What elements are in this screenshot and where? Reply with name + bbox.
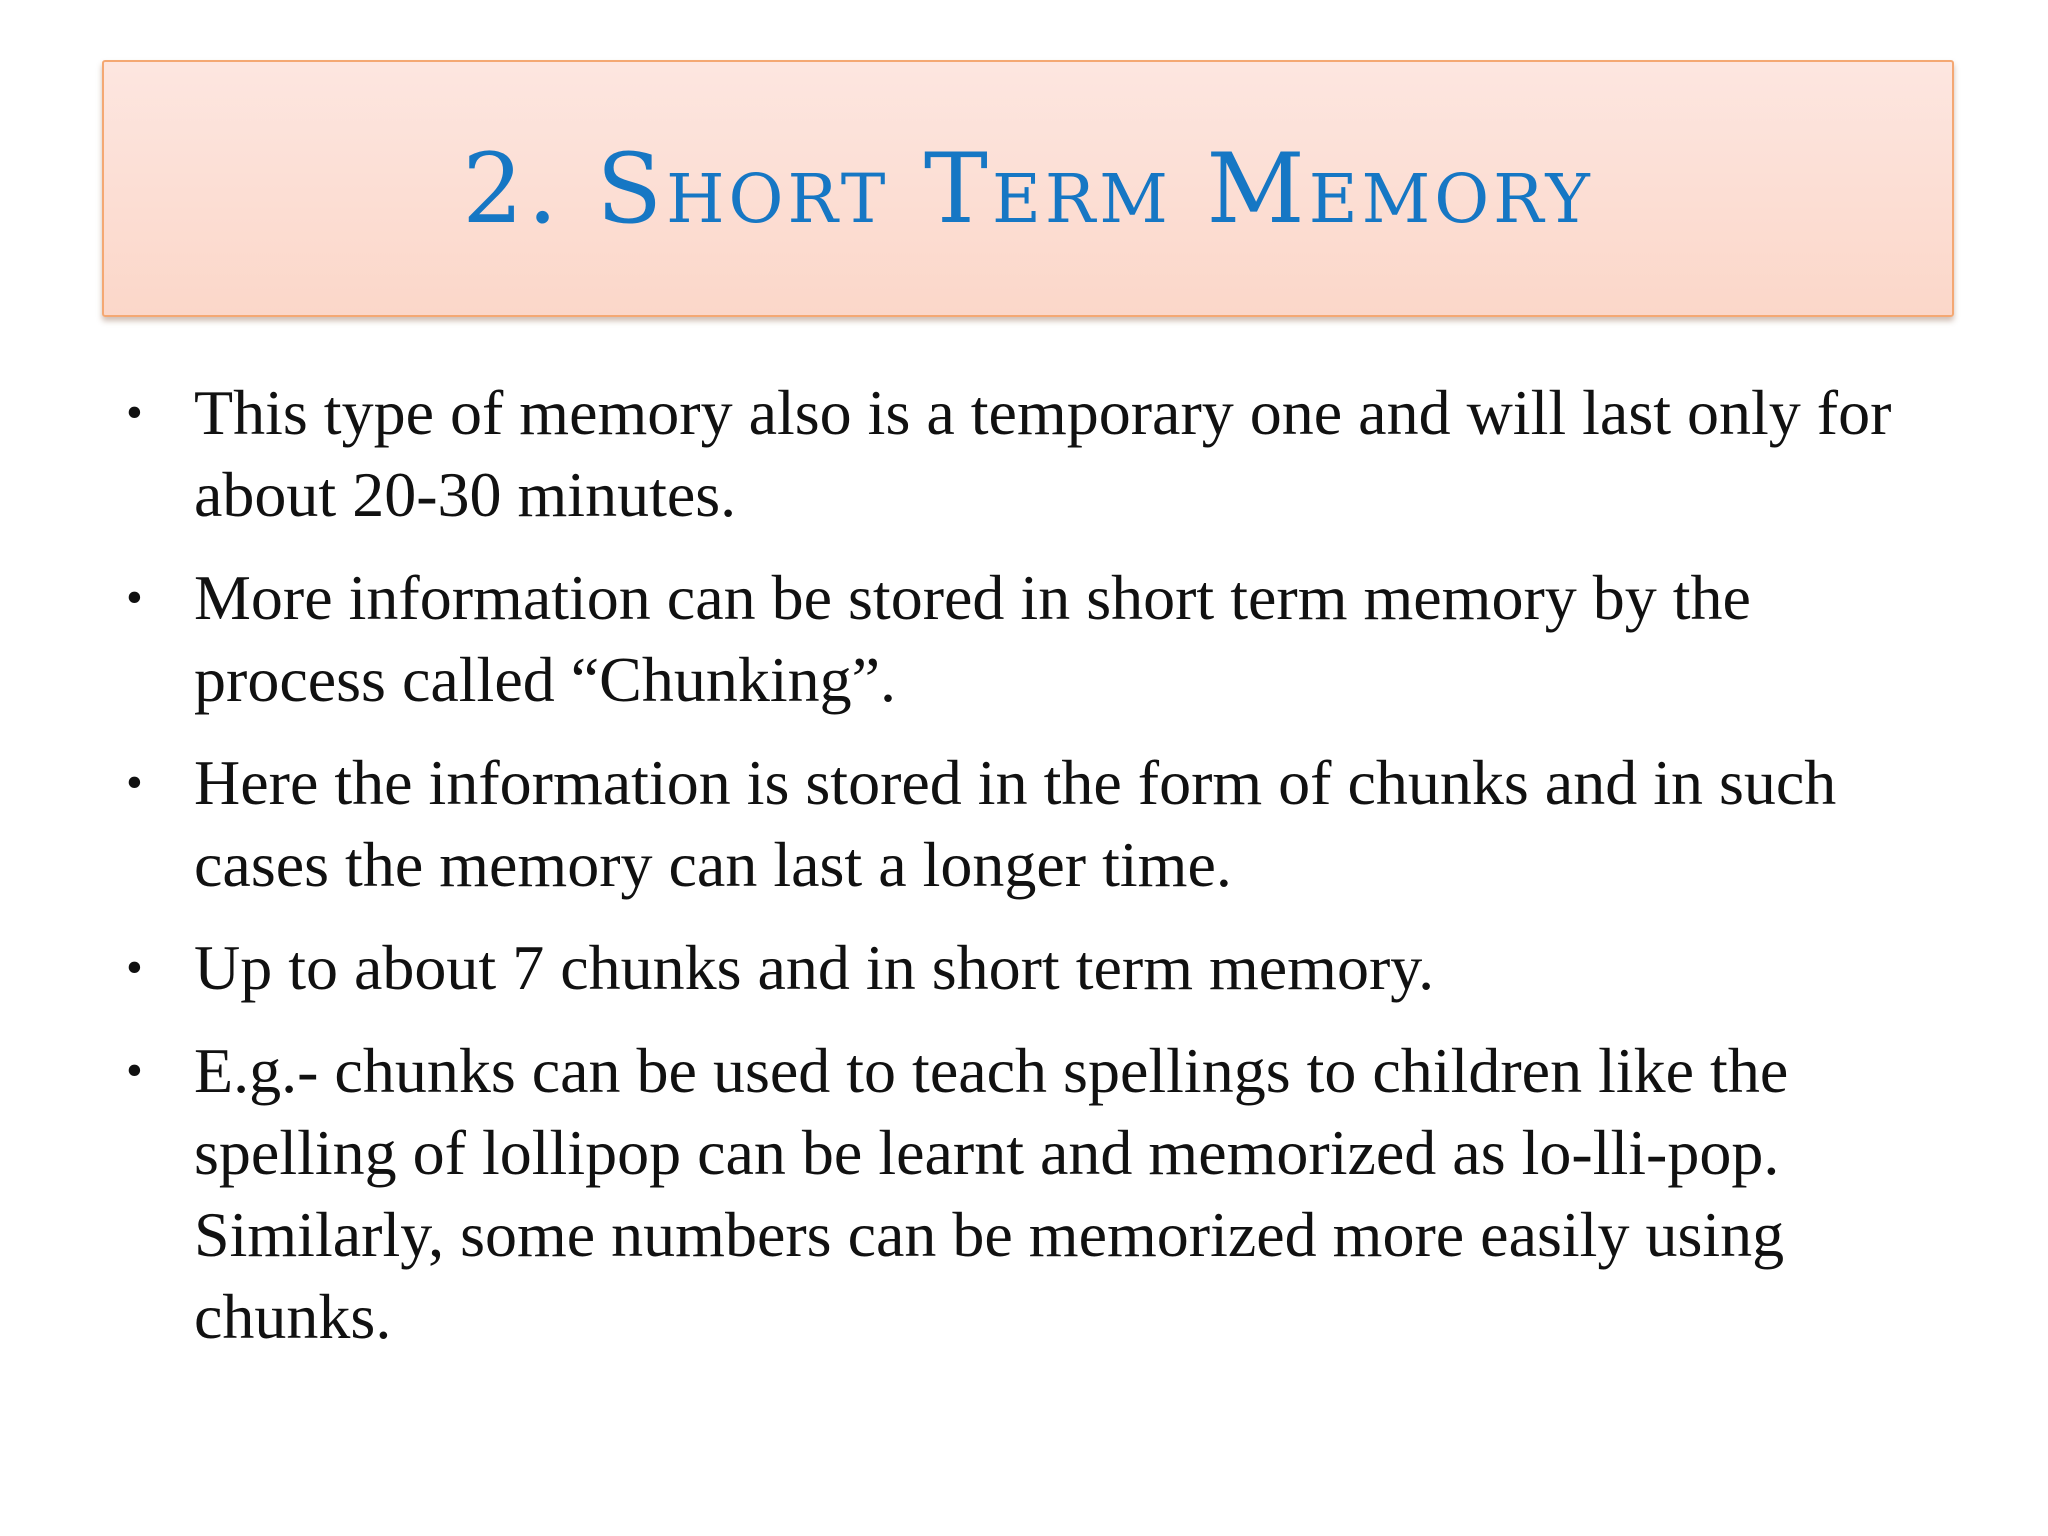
bullet-icon: •: [126, 386, 143, 439]
bullet-icon: •: [126, 756, 143, 809]
bullet-icon: •: [126, 941, 143, 994]
bullet-icon: •: [126, 1044, 143, 1097]
bullet-icon: •: [126, 571, 143, 624]
bullet-item: [122, 372, 1942, 536]
title-box: [102, 60, 1954, 317]
bullet-item: [122, 557, 1942, 721]
bullet-text: Up to about 7 chunks and in short term memory.: [194, 932, 1435, 1003]
bullet-item: [122, 1030, 1942, 1358]
bullet-text: Here the information is stored in the form of chunks and in such cases the memory can last a longer time.: [194, 747, 1837, 900]
bullet-item: [122, 742, 1942, 906]
slide-title: 2. Short Term Memory: [462, 132, 1594, 245]
bullet-item: [122, 927, 1942, 1009]
bullet-text: E.g.- chunks can be used to teach spellings to children like the spelling of lollipop can be learnt and memorized as lo-lli-pop. Similarly, some numbers can be memorized more easily using chunks.: [194, 1035, 1789, 1352]
bullet-text: More information can be stored in short term memory by the process called “Chunking”.: [194, 562, 1751, 715]
bullet-list: [122, 372, 1942, 1379]
bullet-text: This type of memory also is a temporary one and will last only for about 20-30 minutes.: [194, 377, 1892, 530]
